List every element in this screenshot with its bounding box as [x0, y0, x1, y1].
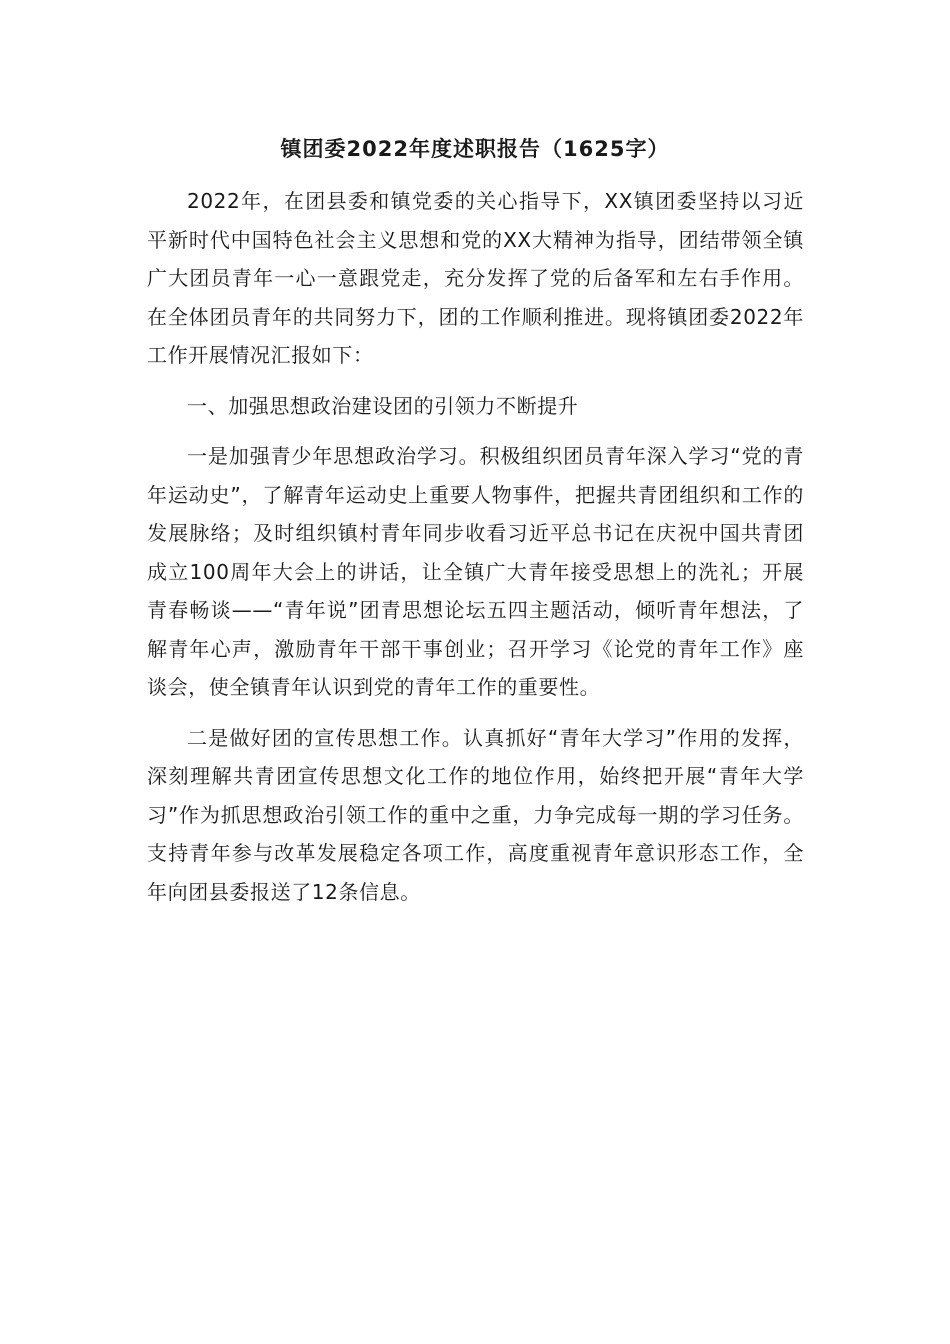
- document-body: [147, 182, 804, 911]
- document-title: 镇团委2022年度述职报告（1625字）: [280, 137, 670, 161]
- section-heading-1: 一、加强思想政治建设团的引领力不断提升: [187, 393, 579, 418]
- intro-paragraph: 2022年，在团县委和镇党委的关心指导下，XX镇团委坚持以习近平新时代中国特色社会主义思想和党的XX大精神为指导，团结带领全镇广大团员青年一心一意跟党走，充分发挥了党的后备军和左右手作用。在全体团员青年的共同努力下，团的工作顺利推进。现将镇团委2022年工作开展情况汇报如下：: [147, 189, 804, 367]
- paragraph-publicity-work: 二是做好团的宣传思想工作。认真抓好“青年大学习”作用的发挥，深刻理解共青团宣传思想文化工作的地位作用，始终把开展“青年大学习”作为抓思想政治引领工作的重中之重，力争完成每一期的学习任务。支持青年参与改革发展稳定各项工作，高度重视青年意识形态工作，全年向团县委报送了12条信息。: [147, 725, 804, 904]
- paragraph-political-study: 一是加强青少年思想政治学习。积极组织团员青年深入学习“党的青年运动史”，了解青年运动史上重要人物事件，把握共青团组织和工作的发展脉络；及时组织镇村青年同步收看习近平总书记在庆祝中国共青团成立100周年大会上的讲话，让全镇广大青年接受思想上的洗礼；开展青春畅谈——“青年说”团青思想论坛五四主题活动，倾听青年想法，了解青年心声，激励青年干部干事创业；召开学习《论党的青年工作》座谈会，使全镇青年认识到党的青年工作的重要性。: [147, 444, 804, 699]
